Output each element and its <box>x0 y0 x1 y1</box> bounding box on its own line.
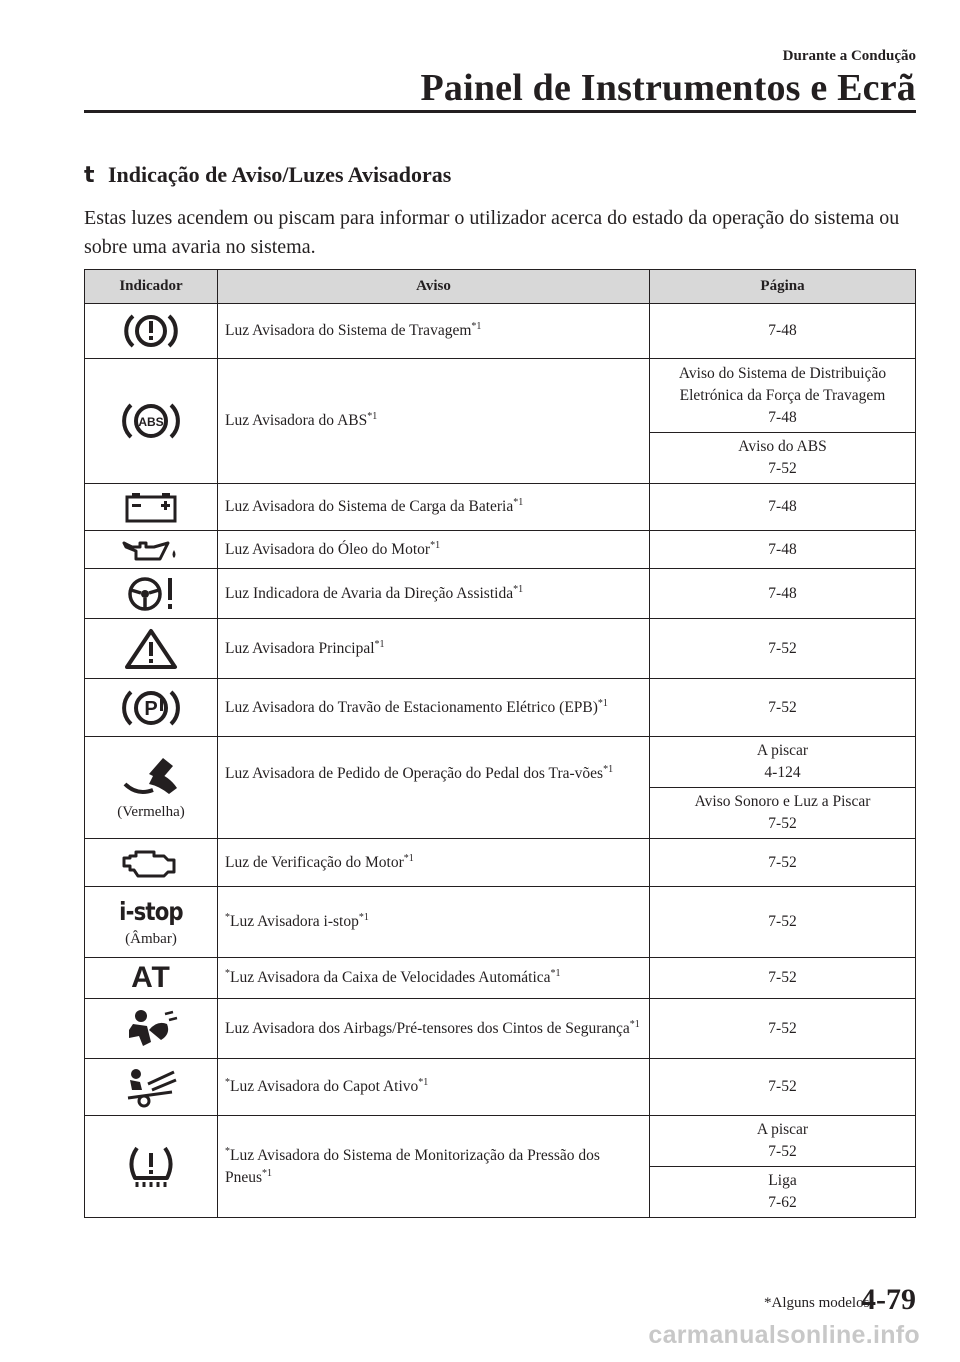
footnote-mark: *1 <box>418 1077 429 1088</box>
watermark: carmanualsonline.info <box>648 1321 920 1349</box>
footnote-mark: *1 <box>374 638 385 650</box>
page-ref: 7-48 <box>768 322 797 339</box>
warning-lights-table <box>84 269 916 1218</box>
table-row <box>85 1059 916 1116</box>
page-cell <box>650 531 916 569</box>
section-title-text: Indicação de Aviso/Luzes Avisadoras <box>108 162 452 187</box>
page-ref: 7-52 <box>768 913 797 930</box>
warning-text: Luz Avisadora do Sistema de Travagem <box>225 322 472 339</box>
page-cell <box>650 788 916 839</box>
footnote-mark: *1 <box>262 1167 273 1179</box>
warning-cell <box>218 531 650 569</box>
warning-text: Luz Avisadora i-stop <box>230 913 359 930</box>
warning-text: Luz Indicadora de Avaria da Direção Assistida <box>225 584 514 602</box>
warning-text: Luz Avisadora do Travão de Estacionamento Elétrico (EPB) <box>225 698 598 716</box>
table-row <box>85 531 916 569</box>
tpms-icon <box>123 1144 179 1190</box>
model-mark: * <box>225 1145 230 1157</box>
epb-icon <box>121 685 181 731</box>
header-warning: Aviso <box>218 270 650 304</box>
page-ref: 7-52 <box>768 1019 797 1037</box>
page-cell <box>650 619 916 679</box>
footnote-mark: *1 <box>403 852 414 864</box>
footnote-mark: *1 <box>367 411 378 422</box>
at-icon: AT <box>131 961 171 994</box>
intro-paragraph: Estas luzes acendem ou piscam para informar o utilizador acerca do estado da operação do sistema ou sobre uma avaria no sistema. <box>84 207 900 258</box>
table-row <box>85 619 916 679</box>
page-ref: 7-48 <box>768 540 797 558</box>
page-cell <box>650 484 916 531</box>
indicator-cell <box>85 958 218 999</box>
active-bonnet-icon <box>122 1066 180 1108</box>
warning-cell <box>218 737 650 839</box>
indicator-cell <box>85 304 218 359</box>
indicator-color-label: (Vermelha) <box>117 804 185 820</box>
page-cell <box>650 359 916 433</box>
warning-text: Luz Avisadora dos Airbags/Pré-tensores dos Cintos de Segurança <box>225 1019 630 1037</box>
warning-cell <box>218 359 650 484</box>
table-row <box>85 304 916 359</box>
table-row <box>85 887 916 958</box>
footnote-mark: *1 <box>358 912 369 923</box>
indicator-cell <box>85 887 218 958</box>
warning-text: Luz de Verificação do Motor <box>225 853 404 871</box>
warning-text: Luz Avisadora do Sistema de Monitorização da Pressão dos Pneus <box>225 1146 600 1186</box>
warning-cell <box>218 1116 650 1218</box>
warning-cell <box>218 958 650 999</box>
brake-pedal-icon <box>119 754 183 800</box>
page-cell <box>650 304 916 359</box>
footnote-mark: *1 <box>597 697 608 709</box>
page-ref: 7-52 <box>768 969 797 986</box>
abs-icon <box>121 398 181 444</box>
table-header-row <box>85 270 916 304</box>
footnote-mark: *1 <box>513 497 524 508</box>
page-ref: 7-52 <box>768 698 797 716</box>
warning-cell <box>218 569 650 619</box>
i-stop-icon: i-stop <box>119 896 183 926</box>
section-title <box>84 162 451 188</box>
page-ref: A piscar 7-52 <box>756 1121 809 1160</box>
indicator-cell <box>85 999 218 1059</box>
indicator-cell <box>85 619 218 679</box>
header-page: Página <box>650 270 916 304</box>
table-row <box>85 679 916 737</box>
page-cell <box>650 1167 916 1218</box>
footnote-mark: *1 <box>629 1018 640 1030</box>
warning-cell <box>218 887 650 958</box>
section-bullet: t <box>84 163 95 188</box>
page-cell <box>650 737 916 788</box>
footnote-mark: *1 <box>603 764 614 775</box>
page-title: Painel de Instrumentos e Ecrã <box>420 67 916 109</box>
master-warning-icon <box>123 627 179 671</box>
page-cell <box>650 839 916 887</box>
warning-cell <box>218 999 650 1059</box>
page-ref: 7-52 <box>768 1078 797 1095</box>
indicator-cell <box>85 737 218 839</box>
model-mark: * <box>225 1077 230 1088</box>
chapter-label: Durante a Condução <box>782 48 916 64</box>
page-ref: 7-52 <box>768 639 797 657</box>
warning-text: Luz Avisadora do ABS <box>225 412 368 429</box>
table-row <box>85 569 916 619</box>
page-ref: A piscar 4-124 <box>756 742 809 781</box>
battery-icon <box>123 490 179 524</box>
table-row <box>85 484 916 531</box>
indicator-cell <box>85 531 218 569</box>
page-cell <box>650 1059 916 1116</box>
indicator-color-label: (Âmbar) <box>125 930 177 947</box>
warning-text: Luz Avisadora de Pedido de Operação do Pedal dos Tra-vões <box>225 765 604 782</box>
page-ref: Aviso do ABS 7-52 <box>738 438 827 477</box>
page-cell <box>650 679 916 737</box>
page-ref: Aviso Sonoro e Luz a Piscar 7-52 <box>694 793 871 832</box>
table-row <box>85 1116 916 1167</box>
footnote: *Alguns modelos. <box>764 1295 874 1311</box>
page-cell <box>650 569 916 619</box>
indicator-cell <box>85 1059 218 1116</box>
page-ref: Aviso do Sistema de Distribuição Eletrónica da Força de Travagem 7-48 <box>678 364 887 426</box>
page-cell <box>650 1116 916 1167</box>
page-ref: 7-52 <box>768 853 797 871</box>
model-mark: * <box>225 968 230 979</box>
table-row <box>85 958 916 999</box>
oil-can-icon <box>120 537 182 563</box>
warning-cell <box>218 484 650 531</box>
check-engine-icon <box>120 846 182 880</box>
warning-text: Luz Avisadora da Caixa de Velocidades Automática <box>230 969 551 986</box>
footnote-mark: *1 <box>550 968 561 979</box>
warning-cell <box>218 1059 650 1116</box>
indicator-cell <box>85 1116 218 1218</box>
indicator-cell <box>85 569 218 619</box>
page-number: 4-79 <box>861 1283 916 1316</box>
header-indicator: Indicador <box>85 270 218 304</box>
page-ref: Liga 7-62 <box>768 1172 797 1211</box>
indicator-cell <box>85 839 218 887</box>
footnote-mark: *1 <box>430 539 441 551</box>
table-row <box>85 737 916 788</box>
warning-text: Luz Avisadora do Sistema de Carga da Bateria <box>225 498 514 515</box>
warning-cell <box>218 679 650 737</box>
svg-text:P: P <box>144 697 158 720</box>
warning-cell <box>218 304 650 359</box>
table-row <box>85 839 916 887</box>
warning-cell <box>218 839 650 887</box>
table-row <box>85 999 916 1059</box>
airbag-icon <box>123 1008 179 1050</box>
page-ref: 7-48 <box>768 498 797 515</box>
power-steering-icon <box>123 574 179 614</box>
indicator-cell <box>85 679 218 737</box>
warning-cell <box>218 619 650 679</box>
page-cell <box>650 999 916 1059</box>
indicator-cell <box>85 359 218 484</box>
brake-warning-icon <box>123 310 179 352</box>
page-cell <box>650 958 916 999</box>
svg-text:ABS: ABS <box>138 415 164 429</box>
warning-text: Luz Avisadora do Capot Ativo <box>230 1078 419 1095</box>
page-ref: 7-48 <box>768 584 797 602</box>
page-cell <box>650 887 916 958</box>
warning-text: Luz Avisadora Principal <box>225 639 375 657</box>
warning-text: Luz Avisadora do Óleo do Motor <box>225 540 431 558</box>
page-cell <box>650 433 916 484</box>
header-rule <box>84 110 916 113</box>
table-row <box>85 359 916 433</box>
indicator-cell <box>85 484 218 531</box>
footnote-mark: *1 <box>513 583 524 595</box>
model-mark: * <box>225 912 230 923</box>
footnote-mark: *1 <box>471 321 482 332</box>
